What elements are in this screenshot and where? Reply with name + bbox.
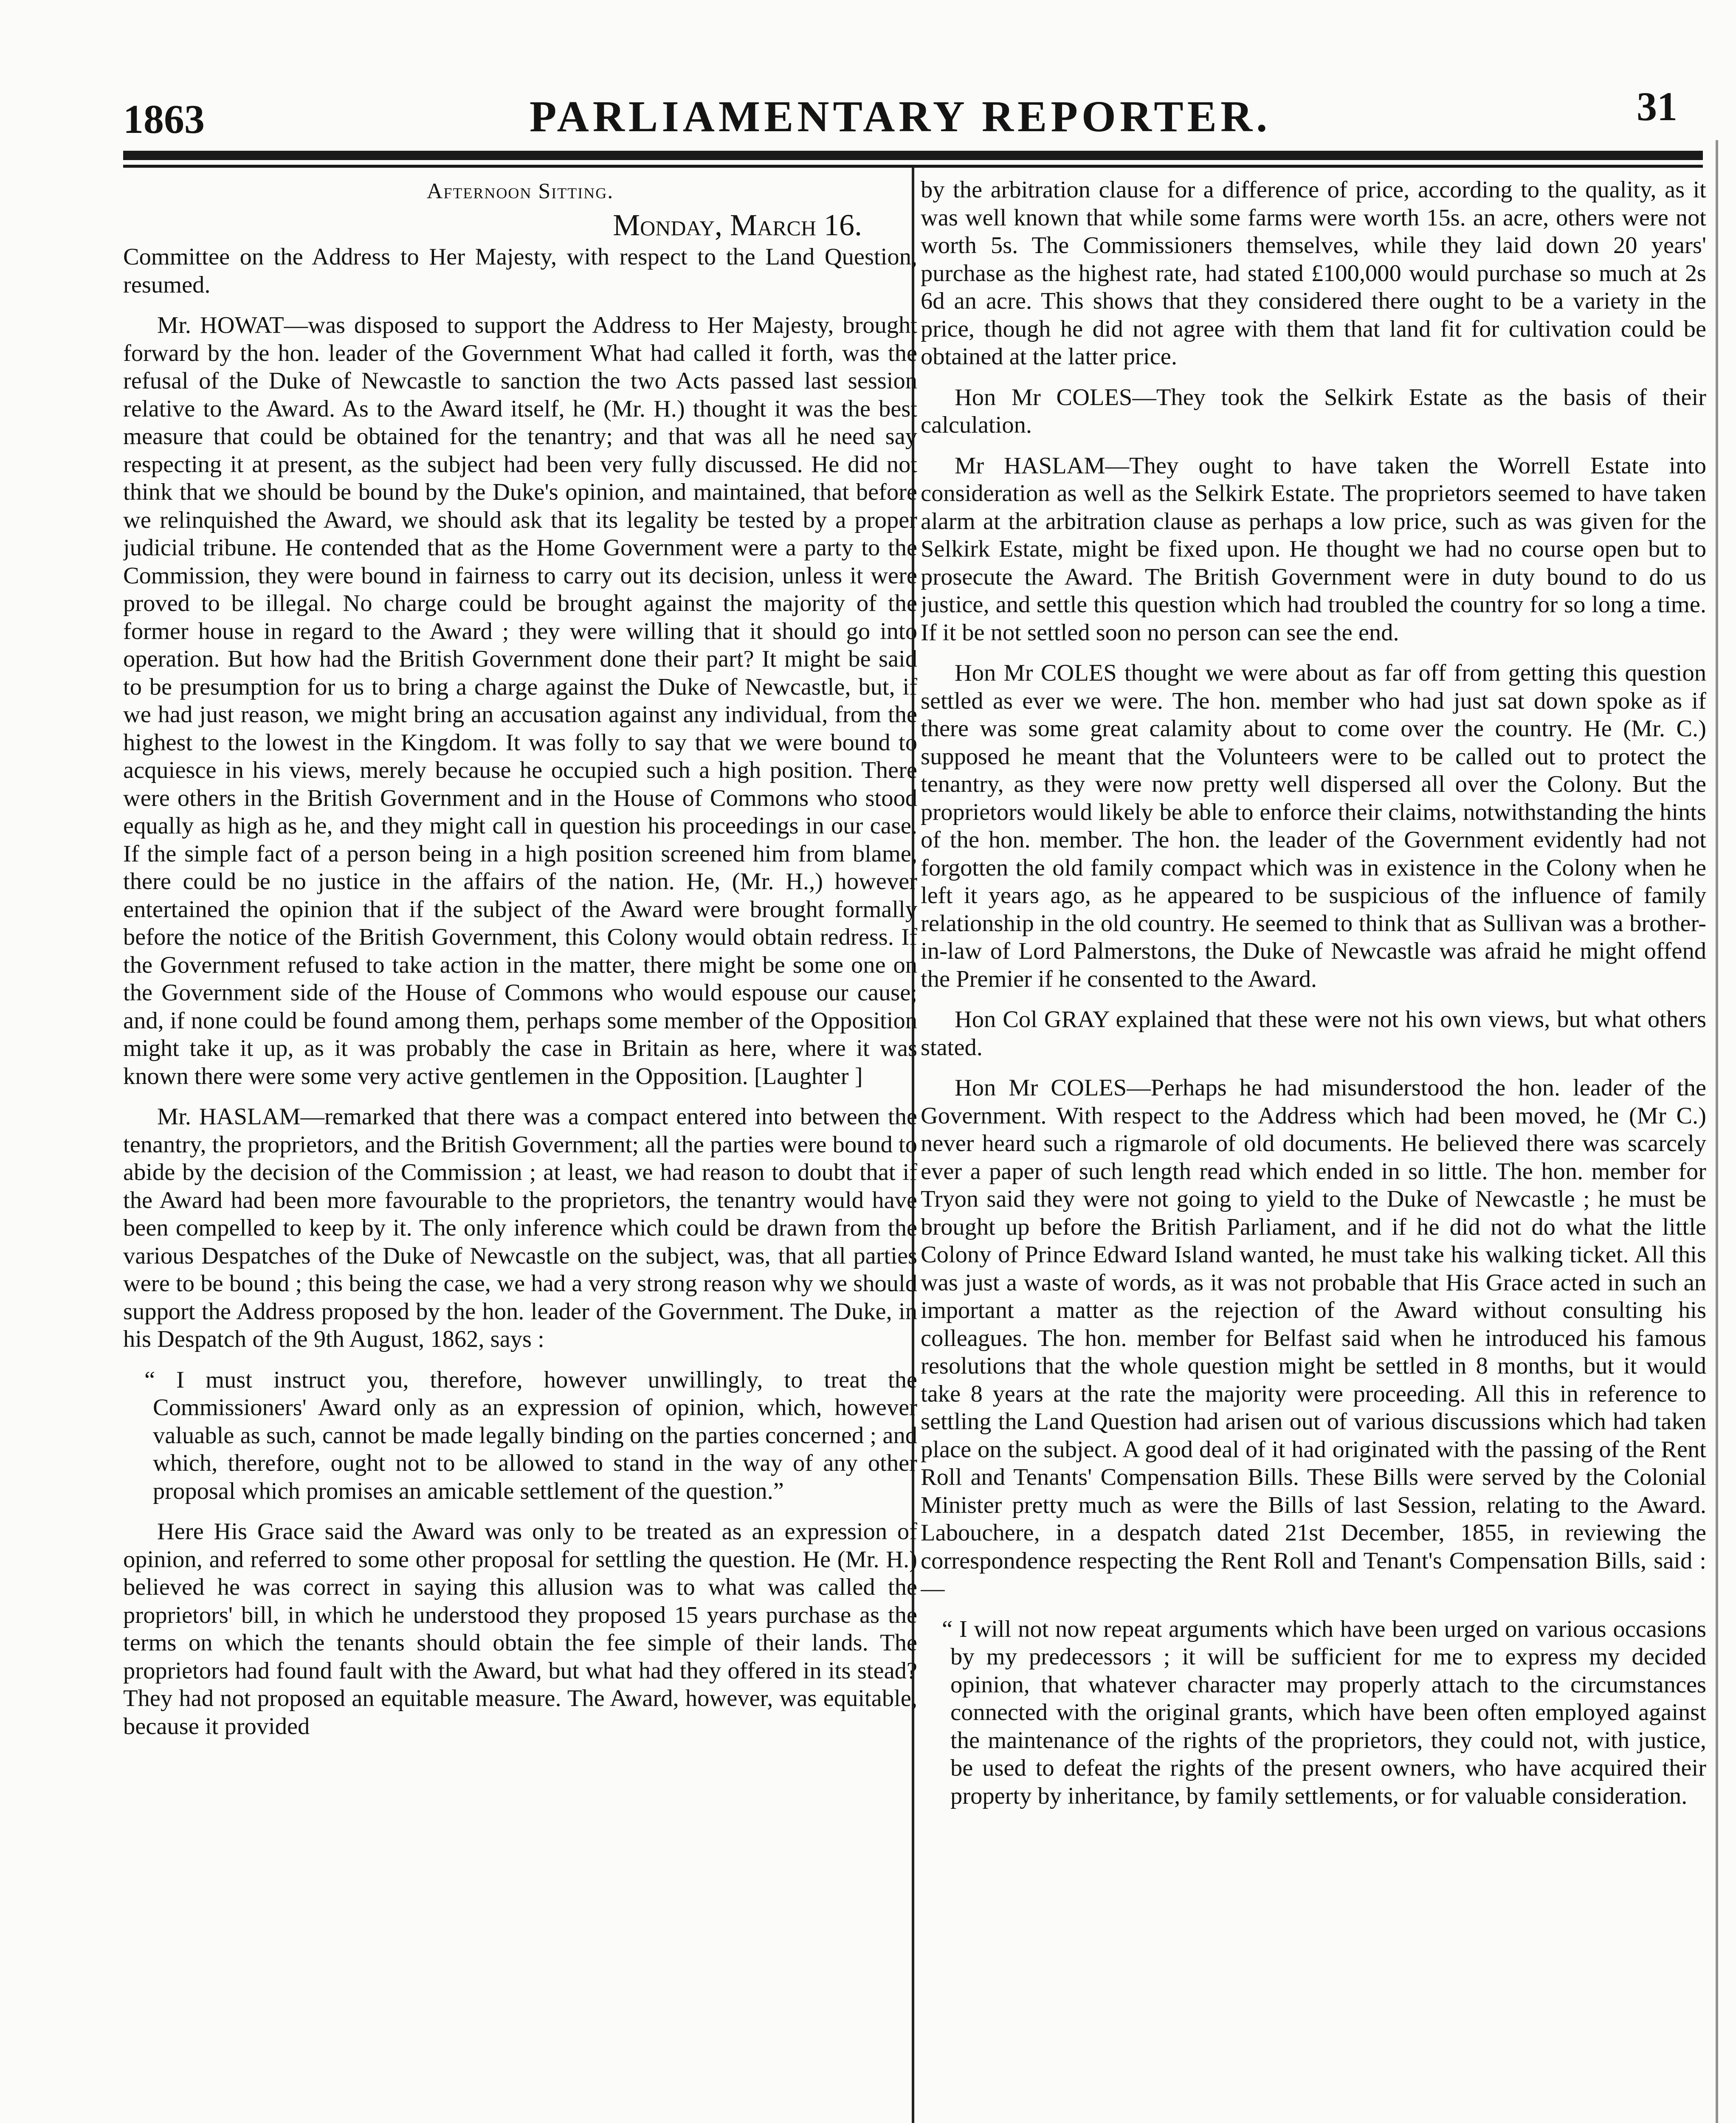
header-page-number: 31 bbox=[1637, 84, 1677, 129]
quoted-despatch: “ I will not now repeat arguments which have been urged on various occasions by my predecessors ; it will be sufficient for me to express my decided opinion, that whatever character may properly attach to the circumstances connected with the original grants, which have been often employed against the maintenance of the rights of the proprietors, they could not, with justice, be used to defeat the rights of the present owners, who have acquired their property by inheritance, by family settlements, or for valuable consideration. bbox=[942, 1616, 1706, 1809]
header-rule-thin bbox=[123, 165, 1703, 168]
paragraph: Mr. HASLAM—remarked that there was a compact entered into between the tenantry, the proprietors, and the British Government; all the parties were bound to abide by the decision of the Commission ; at least, we had reason to doubt that if the Award had been more favourable to the proprietors, the tenantry would have been compelled to keep by it. The only inference which could be drawn from the various Despatches of the Duke of Newcastle on the subject, was, that all parties were to be bound ; this being the case, we had a very strong reason why we should support the Address proposed by the hon. leader of the Government. The Duke, in his Despatch of the 9th August, 1862, says : bbox=[123, 1104, 917, 1352]
paragraph: Mr HASLAM—They ought to have taken the Worrell Estate into consideration as well as the Selkirk Estate. The proprietors seemed to have taken alarm at the arbitration clause as perhaps a low price, such as was given for the Selkirk Estate, might be fixed upon. He thought we had no course open but to prosecute the Award. The British Government were in duty bound to do us justice, and settle this question which had troubled the country for so long a time. If it be not settled soon no person can see the end. bbox=[921, 452, 1706, 646]
header-year: 1863 bbox=[123, 96, 205, 142]
paragraph: Hon Mr COLES thought we were about as far off from getting this question settled as ever we were. The hon. member who had just sat down spoke as if there was some great calamity about to come over the country. He (Mr. C.) supposed he meant that the Volunteers were to be called out to protect the tenantry, as they were now pretty well dispersed all over the Colony. But the proprietors would likely be able to enforce their claims, notwithstanding the hints of the hon. member. The hon. the leader of the Government evidently had not forgotten the old family compact which was in existence in the Colony when he left it years ago, as he appeared to be suspicious of the influence of family relationship in the old country. He seemed to think that as Sullivan was a brother-in-law of Lord Palmerstons, the Duke of Newcastle was afraid he might offend the Premier if he consented to the Award. bbox=[921, 660, 1706, 992]
paragraph: Here His Grace said the Award was only to be treated as an expression of opinion, and referred to some other proposal for settling the question. He (Mr. H.) believed he was correct in saying this allusion was to what was called the proprietors' bill, in which he understood they proposed 15 years purchase as the terms on which the tenants should obtain the fee simple of their lands. The proprietors had found fault with the Award, but what had they offered in its stead? They had not proposed an equitable measure. The Award, however, was equitable, because it provided bbox=[123, 1518, 917, 1740]
paragraph: Hon Mr COLES—Perhaps he had misunderstood the hon. leader of the Government. With respect to the Address which had been moved, he (Mr C.) never heard such a rigmarole of old documents. He believed there was scarcely ever a paper of such length read which ended in so little. The hon. member for Tryon said they were not going to yield to the Duke of Newcastle ; he must be brought up before the British Parliament, and if he did not do what the little Colony of Prince Edward Island wanted, he must take his walking ticket. All this was just a waste of words, as it was not probable that His Grace acted in such an important a matter as the rejection of the Award without consulting his colleagues. The hon. member for Belfast said when he introduced his famous resolutions that the whole question might be settled in 8 months, but it would take 8 years at the rate the majority were proceeding. All this in reference to settling the Land Question had arisen out of various discussions which had taken place on the subject. A good deal of it had originated with the passing of the Rent Roll and Tenants' Compensation Bills. These Bills were served by the Colonial Minister pretty much as were the Bills of last Session, relating to the Award. Labouchere, in a despatch dated 21st December, 1855, in reviewing the correspondence respecting the Rent Roll and Tenant's Compensation Bills, said :— bbox=[921, 1075, 1706, 1602]
left-column bbox=[123, 177, 917, 2123]
quoted-despatch: “ I must instruct you, therefore, however unwillingly, to treat the Commissioners' Award only as an expression of opinion, which, however valuable as such, cannot be made legally binding on the parties concerned ; and which, therefore, ought not to be allowed to stand in the way of any other proposal which promises an amicable settlement of the question.” bbox=[144, 1366, 917, 1504]
paragraph: Mr. HOWAT—was disposed to support the Address to Her Majesty, brought forward by the hon. leader of the Government What had called it forth, was the refusal of the Duke of Newcastle to sanction the two Acts passed last session relative to the Award. As to the Award itself, he (Mr. H.) thought it was the best measure that could be obtained for the tenantry; and that was all he need say respecting it at present, as the subject had been very fully discussed. He did not think that we should be bound by the Duke's opinion, and maintained, that before we relinquished the Award, we should ask that its legality be tested by a proper judicial tribune. He contended that as the Home Government were a party to the Commission, they were bound in fairness to carry out its decision, unless it were proved to be illegal. No charge could be brought against the majority of the former house in regard to the Award ; they were willing that it should go into operation. But how had the British Government done their part? It might be said to be presumption for us to bring a charge against the Duke of Newcastle, but, if we had just reason, we might bring an accusation against any individual, from the highest to the lowest in the Kingdom. It was folly to say that we were bound to acquiesce in his views, merely because he occupied such a high position. There were others in the British Government and in the House of Commons who stood equally as high as he, and they might call in question his proceedings in our case. If the simple fact of a person being in a high position screened him from blame, there could be no justice in the affairs of the nation. He, (Mr. H.,) however entertained the opinion that if the subject of the Award were brought formally before the notice of the British Government, this Colony would obtain redress. If the Government refused to take action in the matter, there might be some one on the Government side of the House of Commons who would espouse our cause; and, if none could be found among them, perhaps some member of the Opposition might take it up, as it was probably the case in Britain as here, where it was known there were some very active gentlemen in the Opposition. [Laughter ] bbox=[123, 312, 917, 1090]
sitting-date: Monday, March 16. bbox=[613, 208, 862, 242]
header-rule-thick bbox=[123, 151, 1703, 160]
paragraph: Committee on the Address to Her Majesty, with respect to the Land Question, resumed. bbox=[123, 244, 917, 298]
page-edge bbox=[1716, 140, 1718, 2123]
right-column bbox=[921, 176, 1706, 2123]
paragraph: Hon Mr COLES—They took the Selkirk Estate as the basis of their calculation. bbox=[921, 384, 1706, 438]
sitting-heading: Afternoon Sitting. bbox=[426, 179, 614, 203]
paragraph: by the arbitration clause for a difference of price, according to the quality, as it was well known that while some farms were worth 15s. an acre, others were not worth 5s. The Commissioners themselves, while they laid down 20 years' purchase as the highest rate, had stated £100,000 would purchase so much at 2s 6d an acre. This shows that they considered there ought to be a variety in the price, though he did not agree with them that land fit for cultivation could be obtained at the latter price. bbox=[921, 177, 1706, 370]
header-title: PARLIAMENTARY REPORTER. bbox=[529, 92, 1271, 141]
paragraph: Hon Col GRAY explained that these were not his own views, but what others stated. bbox=[921, 1006, 1706, 1061]
page-header bbox=[123, 79, 1677, 142]
